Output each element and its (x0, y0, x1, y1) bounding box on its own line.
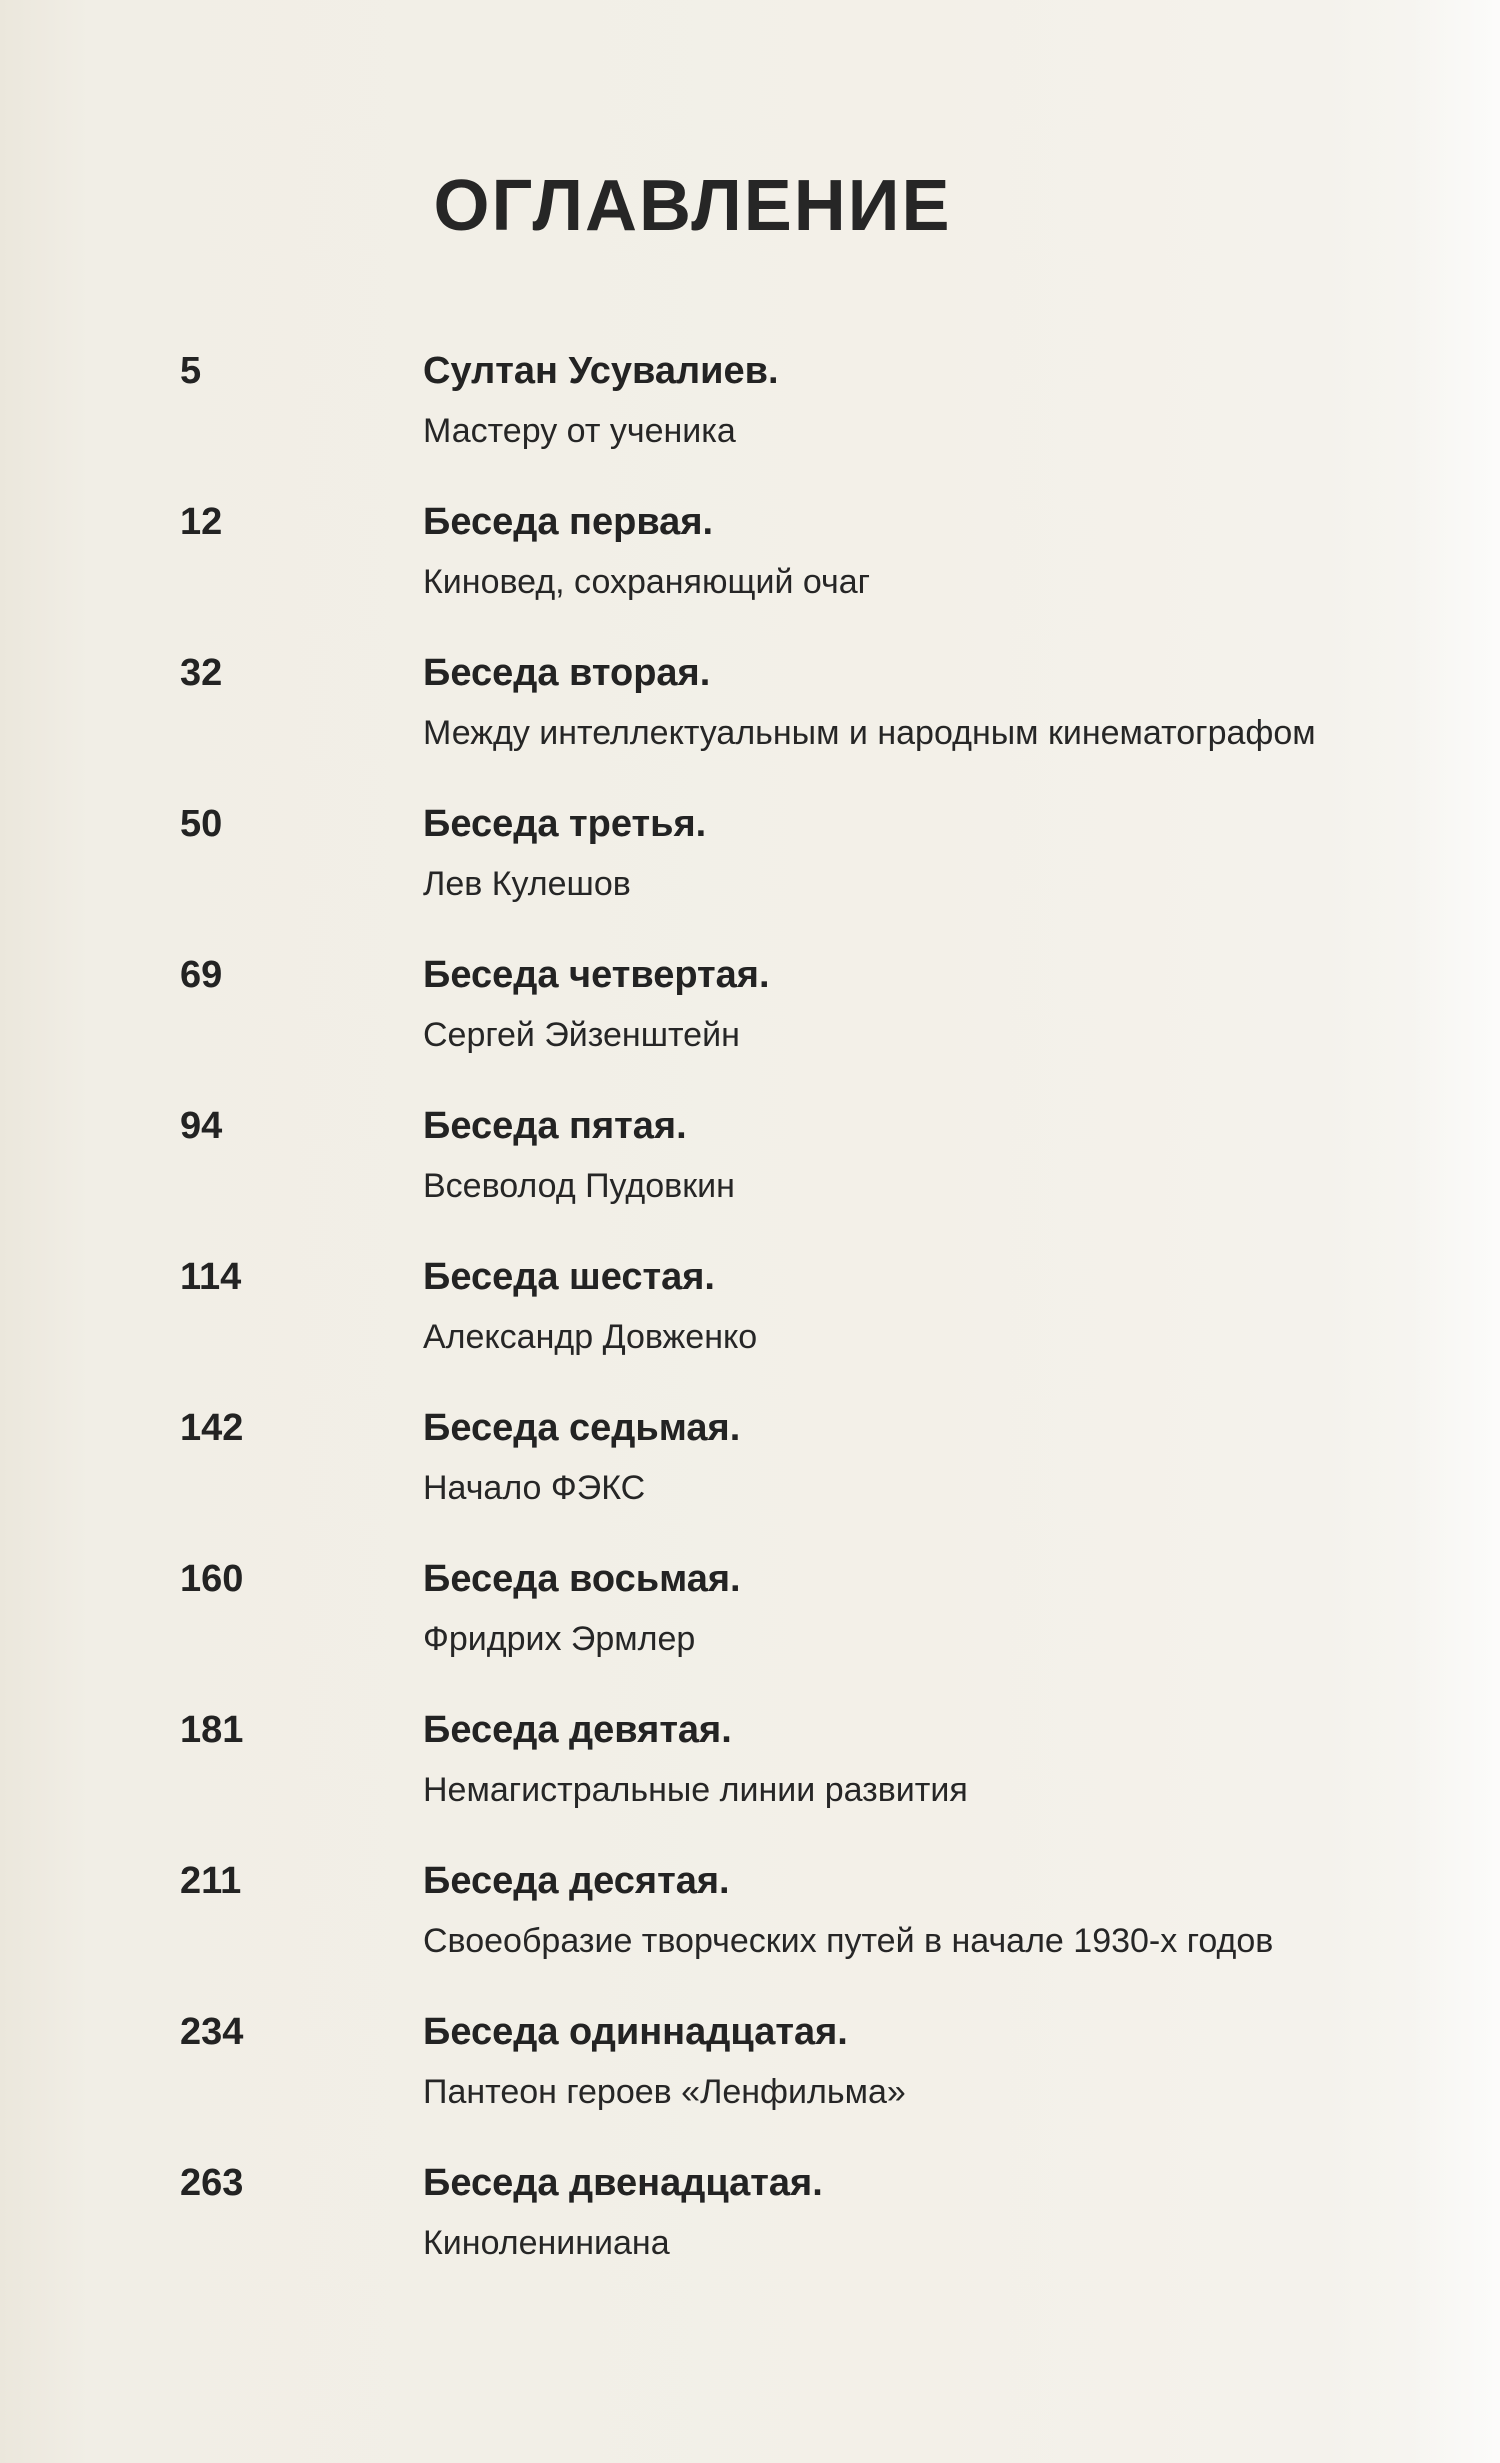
toc-entry (0, 1704, 1500, 1855)
toc-entry-title: Султан Усувалиев. (423, 350, 779, 392)
toc-entry-subtitle: Мастеру от ученика (423, 412, 736, 450)
toc-entry (0, 1251, 1500, 1402)
toc-entry-title: Беседа третья. (423, 803, 707, 845)
toc-entry-title: Беседа пятая. (423, 1105, 687, 1147)
toc-page-number: 94 (180, 1105, 223, 1147)
toc-entry-subtitle: Лев Кулешов (423, 865, 631, 903)
toc-entry-title: Беседа четвертая. (423, 954, 770, 996)
toc-entry-subtitle: Начало ФЭКС (423, 1469, 646, 1507)
toc-entry (0, 496, 1500, 647)
toc-entry-subtitle: Всеволод Пудовкин (423, 1167, 735, 1205)
toc-entry (0, 798, 1500, 949)
toc-entry-title: Беседа вторая. (423, 652, 711, 694)
toc-entry (0, 2157, 1500, 2308)
toc-entry-subtitle: Фридрих Эрмлер (423, 1620, 696, 1658)
toc-page-number: 32 (180, 652, 223, 694)
toc-entry (0, 345, 1500, 496)
toc-entry (0, 1855, 1500, 2006)
toc-page-number: 263 (180, 2162, 244, 2204)
toc-page-number: 211 (180, 1860, 242, 1902)
toc-page-number: 181 (180, 1709, 244, 1751)
toc-entry-subtitle: Сергей Эйзенштейн (423, 1016, 740, 1054)
table-of-contents (0, 345, 1500, 2308)
toc-page-number: 114 (180, 1256, 242, 1298)
toc-entry-title: Беседа двенадцатая. (423, 2162, 823, 2204)
toc-entry-subtitle: Александр Довженко (423, 1318, 758, 1356)
toc-entry (0, 1100, 1500, 1251)
toc-entry (0, 2006, 1500, 2157)
toc-entry-title: Беседа шестая. (423, 1256, 715, 1298)
toc-entry (0, 1402, 1500, 1553)
toc-page-number: 142 (180, 1407, 244, 1449)
toc-page-number: 69 (180, 954, 223, 996)
toc-entry-title: Беседа десятая. (423, 1860, 730, 1902)
toc-entry-subtitle: Киновед, сохраняющий очаг (423, 563, 871, 601)
toc-entry (0, 647, 1500, 798)
toc-page-number: 50 (180, 803, 223, 845)
toc-entry-subtitle: Немагистральные линии развития (423, 1771, 968, 1809)
toc-page-number: 12 (180, 501, 223, 543)
toc-entry-title: Беседа восьмая. (423, 1558, 741, 1600)
toc-entry-title: Беседа одиннадцатая. (423, 2011, 848, 2053)
toc-page-number: 160 (180, 1558, 244, 1600)
toc-page-number: 234 (180, 2011, 244, 2053)
toc-entry-subtitle: Между интеллектуальным и народным кинематографом (423, 714, 1316, 752)
toc-entry-subtitle: Киноленинианa (423, 2224, 670, 2262)
toc-entry-subtitle: Своеобразие творческих путей в начале 1930-х годов (423, 1922, 1274, 1960)
toc-entry (0, 1553, 1500, 1704)
toc-page-number: 5 (180, 350, 202, 392)
toc-entry-subtitle: Пантеон героев «Ленфильма» (423, 2073, 906, 2111)
toc-entry-title: Беседа первая. (423, 501, 714, 543)
toc-entry-title: Беседа девятая. (423, 1709, 732, 1751)
toc-entry (0, 949, 1500, 1100)
toc-entry-title: Беседа седьмая. (423, 1407, 741, 1449)
page-title: ОГЛАВЛЕНИЕ (433, 166, 952, 246)
